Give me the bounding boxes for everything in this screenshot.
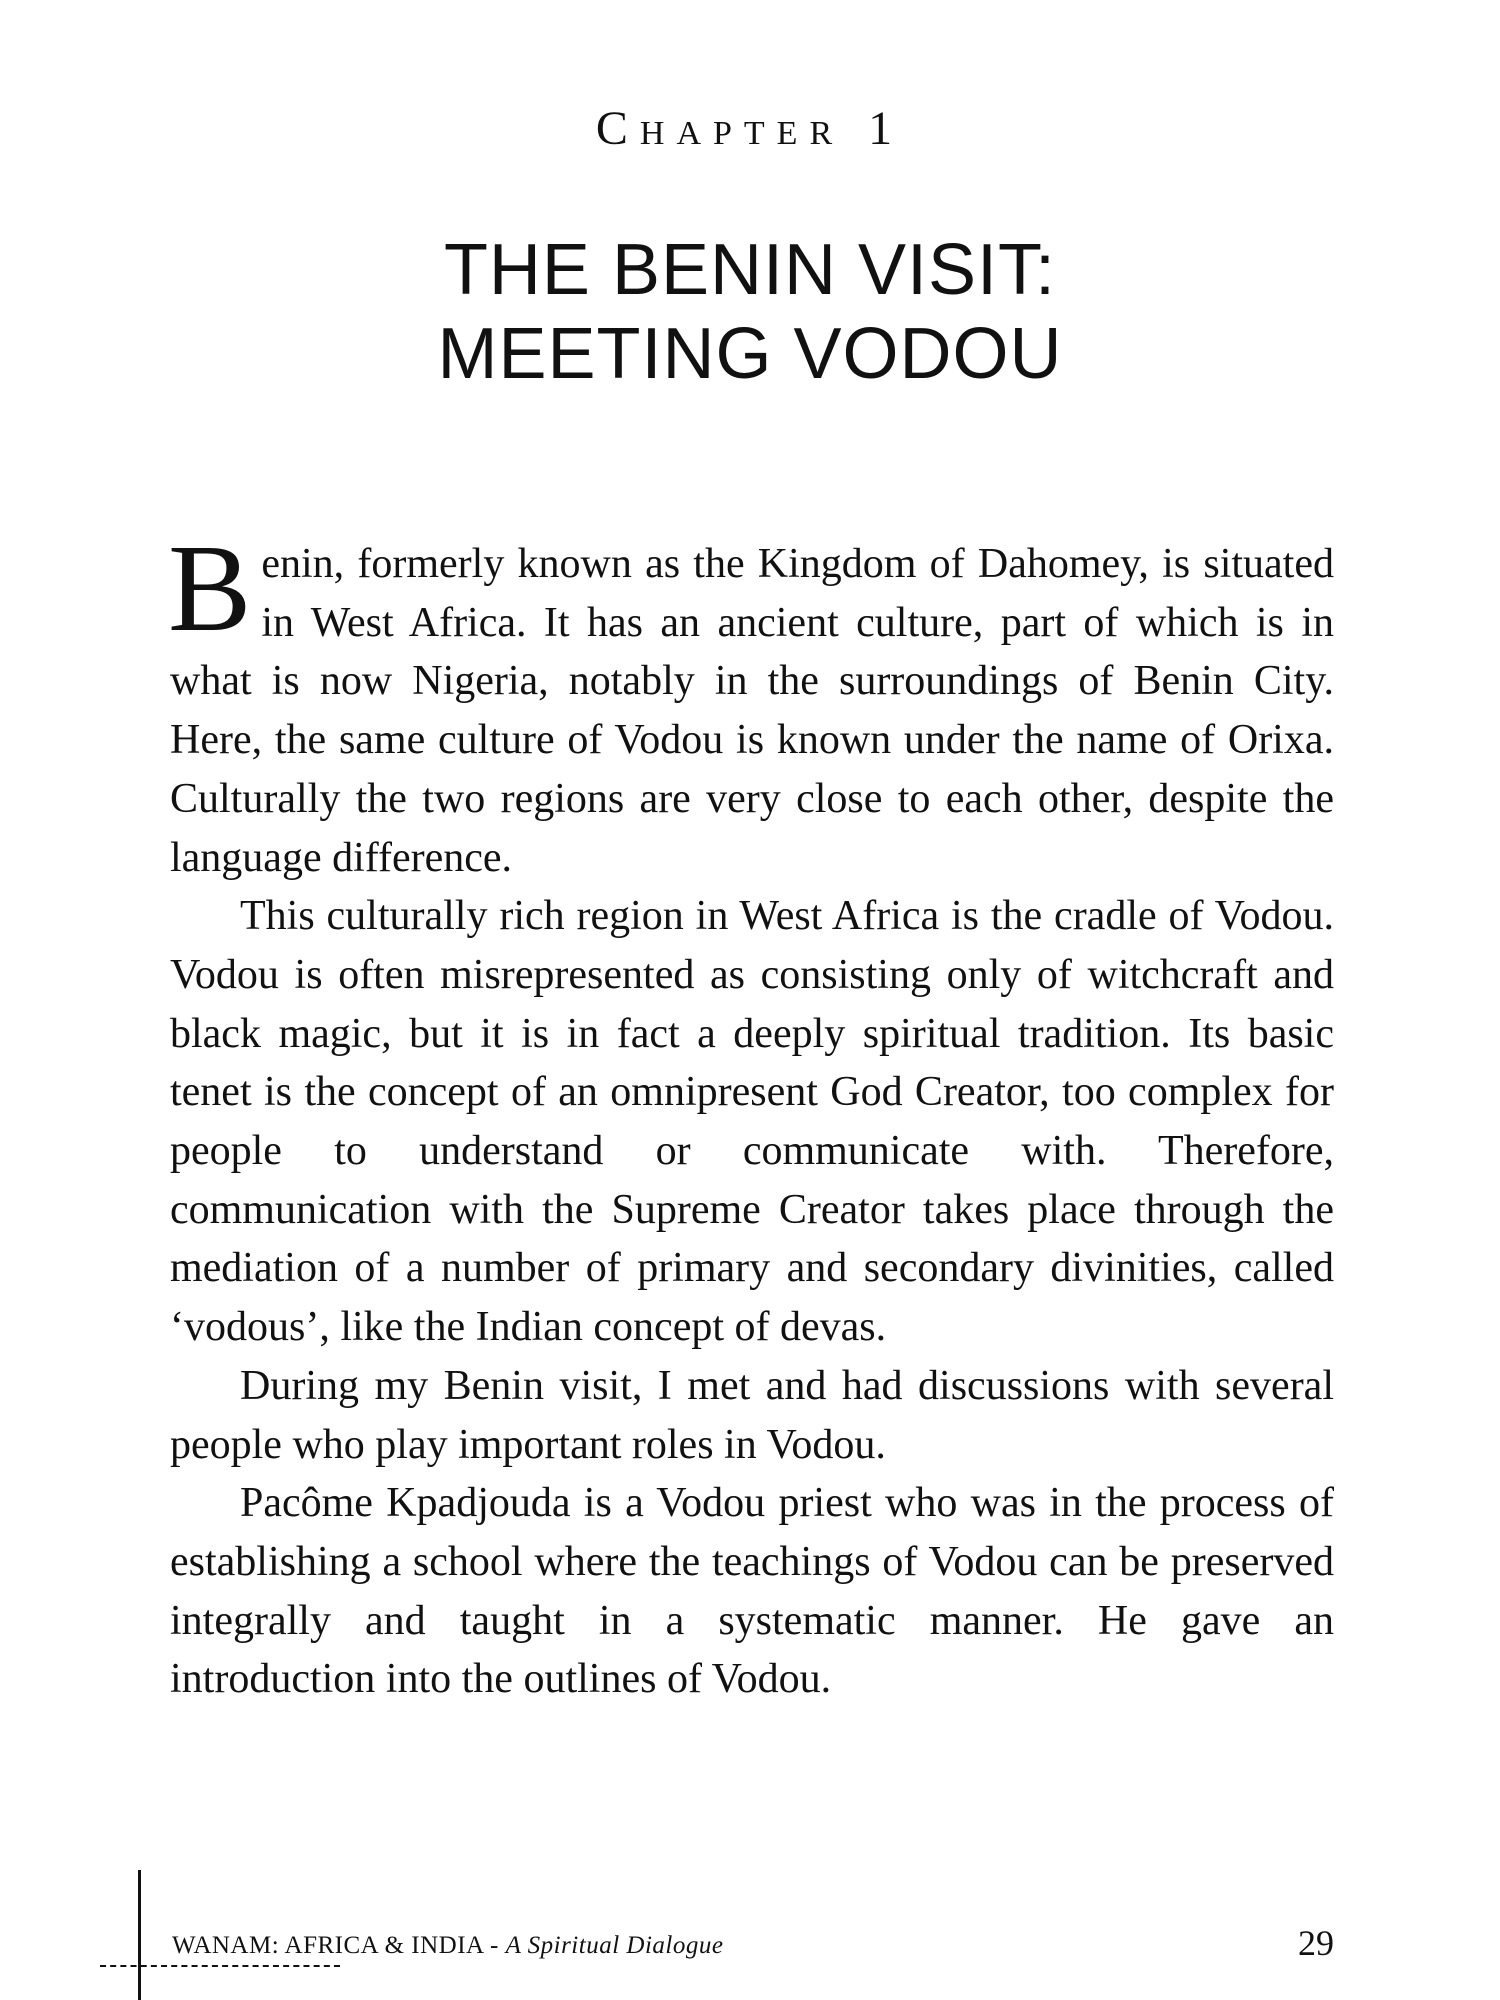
footer-separator: - bbox=[483, 1932, 506, 1959]
footer-vertical-rule bbox=[138, 1870, 141, 2000]
page-number: 29 bbox=[1298, 1923, 1334, 1963]
drop-cap: B bbox=[168, 520, 252, 658]
paragraph-4: Pacôme Kpadjouda is a Vodou priest who was in the process of establishing a school where the teachings of Vodou can be preserved integrally and taught in a systematic manner. He gave an introduction into the outlines of Vodou. bbox=[170, 1480, 1334, 1703]
paragraph-1 bbox=[168, 520, 1334, 887]
paragraph-1-text: enin, formerly known as the Kingdom of Dahomey, is situated in West Africa. It has an ancient culture, part of which is in what is now Nigeria, notably in the surroundings of Benin City. Here, the same culture of Vodou is known under the name of Orixa. Culturally the two regions are very close to each other, despite the language difference. bbox=[170, 541, 1334, 881]
chapter-title-line-2: MEETING VODOU bbox=[437, 314, 1063, 394]
footer-horizontal-rule bbox=[100, 1965, 340, 1967]
running-footer bbox=[172, 1932, 723, 1960]
chapter-label: Chapter 1 bbox=[595, 102, 905, 155]
chapter-title-line-1: THE BENIN VISIT: bbox=[443, 230, 1057, 310]
paragraph-2: This culturally rich region in West Africa is the cradle of Vodou. Vodou is often misrepresented as consisting only of witchcraft and black magic, but it is in fact a deeply spiritual tradition. Its basic tenet is the concept of an omnipresent God Creator, too complex for people to understand or communicate with. Therefore, communication with the Supreme Creator takes place through the mediation of a number of primary and secondary divinities, called ‘vodous’, like the Indian concept of devas. bbox=[170, 893, 1334, 1351]
paragraph-3: During my Benin visit, I met and had discussions with several people who play important roles in Vodou. bbox=[170, 1362, 1334, 1468]
chapter-title bbox=[0, 228, 1500, 396]
book-subtitle: A Spiritual Dialogue bbox=[505, 1932, 724, 1959]
book-title: WANAM: AFRICA & INDIA bbox=[172, 1932, 484, 1959]
body-text bbox=[168, 520, 1334, 1709]
